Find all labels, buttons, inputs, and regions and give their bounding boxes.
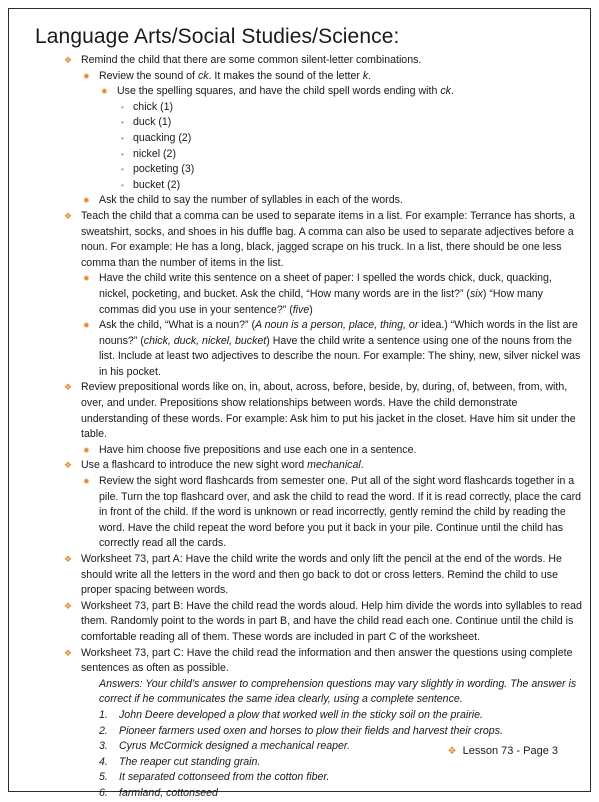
list-item bbox=[61, 380, 583, 442]
word-text: quacking (2) bbox=[133, 131, 192, 144]
list-item bbox=[61, 318, 583, 380]
star-bullet-icon: ✹ bbox=[83, 274, 90, 284]
list-item bbox=[61, 84, 583, 100]
dot-bullet-icon: • bbox=[121, 118, 124, 128]
list-item bbox=[61, 69, 583, 85]
answer-text: farmland, cottonseed bbox=[119, 786, 218, 799]
item-text: Ask the child, “What is a noun?” (A noun is a person, place, thing, or idea.) “Which words in the list are nouns?” (chick, duck, nickel, bucket) Have the child write a sentence using one of the nouns from the list. Include at least two adjectives to describe the noun. For example: The shiny, new, silver nickel was in his pocket. bbox=[99, 319, 581, 378]
list-item bbox=[61, 474, 583, 552]
dot-bullet-icon: • bbox=[121, 165, 124, 175]
star-bullet-icon: ✹ bbox=[83, 321, 90, 331]
item-text: Review the sight word flashcards from semester one. Put all of the sight word flashcards together in a pile. Turn the top flashcard over, and ask the child to read the word. If it is read correctly, place the card in front of the child. If the word is unknown or read incorrectly, gently remind the child by reading the word. Have the child repeat the word before you put it back in your pile. Continue until the child has correctly read all the cards. bbox=[99, 475, 582, 550]
instruction-list bbox=[61, 53, 583, 802]
star-bullet-icon: ✹ bbox=[83, 71, 90, 81]
answer-text: John Deere developed a plow that worked well in the sticky soil on the prairie. bbox=[119, 708, 483, 721]
item-text: Use the spelling squares, and have the child spell words ending with ck. bbox=[117, 85, 454, 98]
list-item bbox=[61, 458, 583, 474]
item-text: Worksheet 73, part B: Have the child read the words aloud. Help him divide the words into syllables to read them. Randomly point to the words in part B, and have the child read each one. Continue until the child is comfortable reading all of them. These words are included in part C of the worksheet. bbox=[81, 599, 582, 643]
item-text: Worksheet 73, part A: Have the child write the words and only lift the pencil at the end of the words. He should write all the letters in the word and then go back to dot or cross letters. Remind the child to use proper spacing between words. bbox=[81, 553, 562, 597]
answer-item bbox=[61, 724, 583, 740]
answer-number: 6. bbox=[99, 786, 108, 799]
item-text: Review prepositional words like on, in, about, across, before, beside, by, during, of, between, from, with, over, and under. Prepositions show relationships between words. Have the child demonstrate understanding of these words. For example: Ask him to put his jacket in the closet. Have him sit under the table. bbox=[81, 381, 576, 441]
star-bullet-icon: ✹ bbox=[83, 196, 90, 206]
word-list-item bbox=[61, 115, 583, 131]
item-text: Have him choose five prepositions and use each one in a sentence. bbox=[99, 443, 417, 456]
list-item bbox=[61, 599, 583, 646]
dot-bullet-icon: • bbox=[121, 180, 124, 190]
list-item bbox=[61, 193, 583, 209]
word-text: bucket (2) bbox=[133, 178, 181, 191]
answer-text: The reaper cut standing grain. bbox=[119, 755, 261, 768]
list-item bbox=[61, 271, 583, 318]
diamond-bullet-icon: ❖ bbox=[64, 460, 73, 471]
item-text: Use a flashcard to introduce the new sight word mechanical. bbox=[81, 459, 364, 472]
list-item bbox=[61, 646, 583, 677]
word-list-item bbox=[61, 162, 583, 178]
dot-bullet-icon: • bbox=[121, 149, 124, 159]
answer-number: 4. bbox=[99, 755, 108, 768]
answer-number: 2. bbox=[99, 724, 108, 737]
word-text: duck (1) bbox=[133, 116, 172, 129]
answer-text: Cyrus McCormick designed a mechanical reaper. bbox=[119, 740, 350, 753]
star-bullet-icon: ✹ bbox=[83, 445, 90, 455]
answer-text: Pioneer farmers used oxen and horses to plow their fields and harvest their crops. bbox=[119, 724, 503, 737]
dot-bullet-icon: • bbox=[121, 102, 124, 112]
word-text: pocketing (3) bbox=[133, 163, 195, 176]
diamond-bullet-icon: ❖ bbox=[64, 210, 73, 221]
diamond-bullet-icon: ❖ bbox=[64, 600, 73, 611]
item-text: Review the sound of ck. It makes the sound of the letter k. bbox=[99, 69, 372, 82]
answer-text: It separated cottonseed from the cotton fiber. bbox=[119, 771, 330, 784]
answers-intro: Answers: Your child’s answer to comprehension questions may vary slightly in wording. The answer is correct if he communicates the same idea clearly, using a complete sentence. bbox=[99, 677, 577, 706]
word-list-item bbox=[61, 131, 583, 147]
answer-number: 3. bbox=[99, 740, 108, 753]
diamond-bullet-icon: ❖ bbox=[64, 554, 73, 564]
diamond-bullet-icon: ❖ bbox=[447, 746, 457, 757]
answer-item bbox=[61, 755, 583, 771]
word-list-item bbox=[61, 147, 583, 163]
footer-text: Lesson 73 - Page 3 bbox=[462, 745, 558, 757]
answer-item bbox=[61, 786, 583, 802]
worksheet-page bbox=[8, 8, 591, 799]
list-item bbox=[61, 209, 583, 271]
section-heading: Language Arts/Social Studies/Science: bbox=[35, 25, 400, 48]
word-text: nickel (2) bbox=[133, 147, 176, 160]
answer-item bbox=[61, 708, 583, 724]
word-list-item bbox=[61, 178, 583, 194]
item-text: Have the child write this sentence on a sheet of paper: I spelled the words chick, duck, quacking, nickel, pocketing, and bucket. Ask the child, “How many words are in the list?” (six) “How many commas did you use in your sentence?” (five) bbox=[99, 272, 552, 316]
answer-number: 5. bbox=[99, 771, 108, 784]
word-list-item bbox=[61, 100, 583, 116]
item-text: Worksheet 73, part C: Have the child read the information and then answer the questions using complete sentences as often as possible. bbox=[81, 646, 573, 675]
diamond-bullet-icon: ❖ bbox=[64, 382, 73, 393]
page-footer bbox=[448, 745, 558, 757]
star-bullet-icon: ✹ bbox=[101, 87, 108, 97]
answer-item bbox=[61, 770, 583, 786]
dot-bullet-icon: • bbox=[121, 133, 124, 143]
list-item bbox=[61, 53, 583, 69]
item-text: Ask the child to say the number of syllables in each of the words. bbox=[99, 194, 403, 207]
list-item bbox=[61, 552, 583, 599]
word-text: chick (1) bbox=[133, 100, 174, 113]
word-list bbox=[61, 100, 583, 194]
item-text: Remind the child that there are some common silent-letter combinations. bbox=[81, 54, 422, 66]
list-item bbox=[61, 443, 583, 459]
diamond-bullet-icon: ❖ bbox=[64, 647, 73, 658]
diamond-bullet-icon: ❖ bbox=[64, 55, 73, 65]
answer-number: 1. bbox=[99, 708, 108, 721]
star-bullet-icon: ✹ bbox=[83, 477, 90, 487]
item-text: Teach the child that a comma can be used to separate items in a list. For example: Terrance has shorts, a sweatshirt, socks, and shoes in his duffle bag. A comma can also be used to separate adjectives before a noun. For example: He has a long, black, jagged scrape on his truck. In a list, there should be one less comma than the number of items in the list. bbox=[81, 209, 575, 269]
